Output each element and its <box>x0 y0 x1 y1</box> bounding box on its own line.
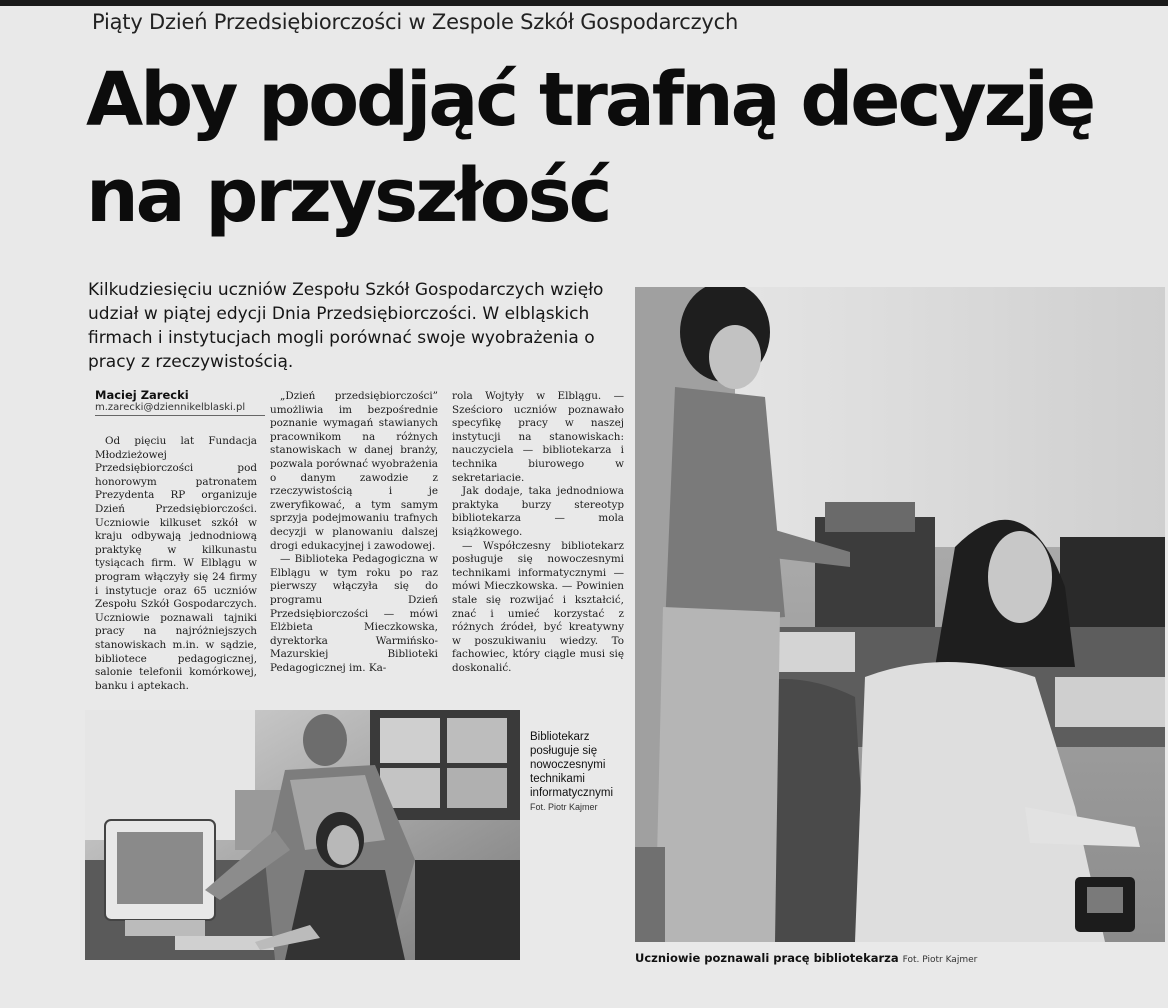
photo-library-office <box>635 287 1165 942</box>
headline: Aby podjąć trafną decyzję na przyszłość <box>86 57 1094 239</box>
paragraph: Jak dodaje, taka jednodniowa praktyka burzy stereotyp bibliotekarza — mola książkowego. <box>452 485 624 538</box>
article-column-2 <box>270 390 438 675</box>
author-name: Maciej Zarecki <box>95 388 189 402</box>
kicker: Piąty Dzień Przedsiębiorczości w Zespole Szkół Gospodarczych <box>92 10 739 34</box>
caption-text: Uczniowie poznawali pracę bibliotekarza <box>635 951 899 965</box>
paragraph: „Dzień przedsiębiorczości” umożliwia im bezpośrednie poznanie wymagań stawianych pracownikom na różnych stanowiskach w danej branży, pozwala porównać wyobrażenia o danym zawodzie z rzeczywistością i je zweryfikować, a tym samym sprzyja podejmowaniu trafnych decyzji w planowaniu dalszej drogi edukacyjnej i zawodowej. <box>270 390 438 552</box>
photo-computer-desk <box>85 710 520 960</box>
author-email: m.zarecki@dziennikelblaski.pl <box>95 402 265 416</box>
paragraph: — Współczesny bibliotekarz posługuje się nowoczesnymi technikami informatycznymi — mówi Mieczkowska. — Powinien stale się rozwijać i kształcić, znać i umieć korzystać z różnych źródeł, być kreatywny w poszukiwaniu wiedzy. To fachowiec, który ciągle musi się doskonalić. <box>452 539 624 674</box>
article-column-3 <box>452 390 624 675</box>
article-column-1 <box>95 435 257 693</box>
caption-small-photo <box>530 730 630 814</box>
paragraph: rola Wojtyły w Elblągu. — Sześcioro uczniów poznawało specyfikę pracy w naszej instytucji na stanowiskach: nauczyciela — bibliotekarza i technika biurowego w sekretariacie. <box>452 390 624 484</box>
caption-big-photo <box>635 951 1155 965</box>
top-rule <box>0 0 1168 6</box>
paragraph: Od pięciu lat Fundacja Młodzieżowej Przedsiębiorczości pod honorowym patronatem Prezydenta RP organizuje Dzień Przedsiębiorczości. Uczniowie kilkuset szkół w kraju odbywają jednodniową praktykę w kilkunastu tysiącach firm. W Elblągu w program włączyły się 24 firmy i instytucje oraz 65 uczniów Zespołu Szkół Gospodarczych. Uczniowie poznawali tajniki pracy na najróżniejszych stanowiskach m.in. w sądzie, bibliotece pedagogicznej, salonie telefonii komórkowej, banku i aptekach. <box>95 435 257 692</box>
caption-text: Bibliotekarz posługuje się nowoczesnymi technikami informatycznymi <box>530 731 614 799</box>
paragraph: — Biblioteka Pedagogiczna w Elblągu w tym roku po raz pierwszy włączyła się do programu Dzień Przedsiębiorczości — mówi Elżbieta Mieczkowska, dyrektorka Warmińsko-Mazurskiej Biblioteki Pedagogicznej im. Ka- <box>270 553 438 674</box>
photo-credit: Fot. Piotr Kajmer <box>902 955 978 965</box>
photo-credit: Fot. Piotr Kajmer <box>530 802 598 812</box>
lead-paragraph: Kilkudziesięciu uczniów Zespołu Szkół Gospodarczych wzięło udział w piątej edycji Dnia Przedsiębiorczości. W elbląskich firmach i instytucjach mogli porównać swoje wyobrażenia o pracy z rzeczywistością. <box>88 280 604 372</box>
byline <box>95 388 265 416</box>
